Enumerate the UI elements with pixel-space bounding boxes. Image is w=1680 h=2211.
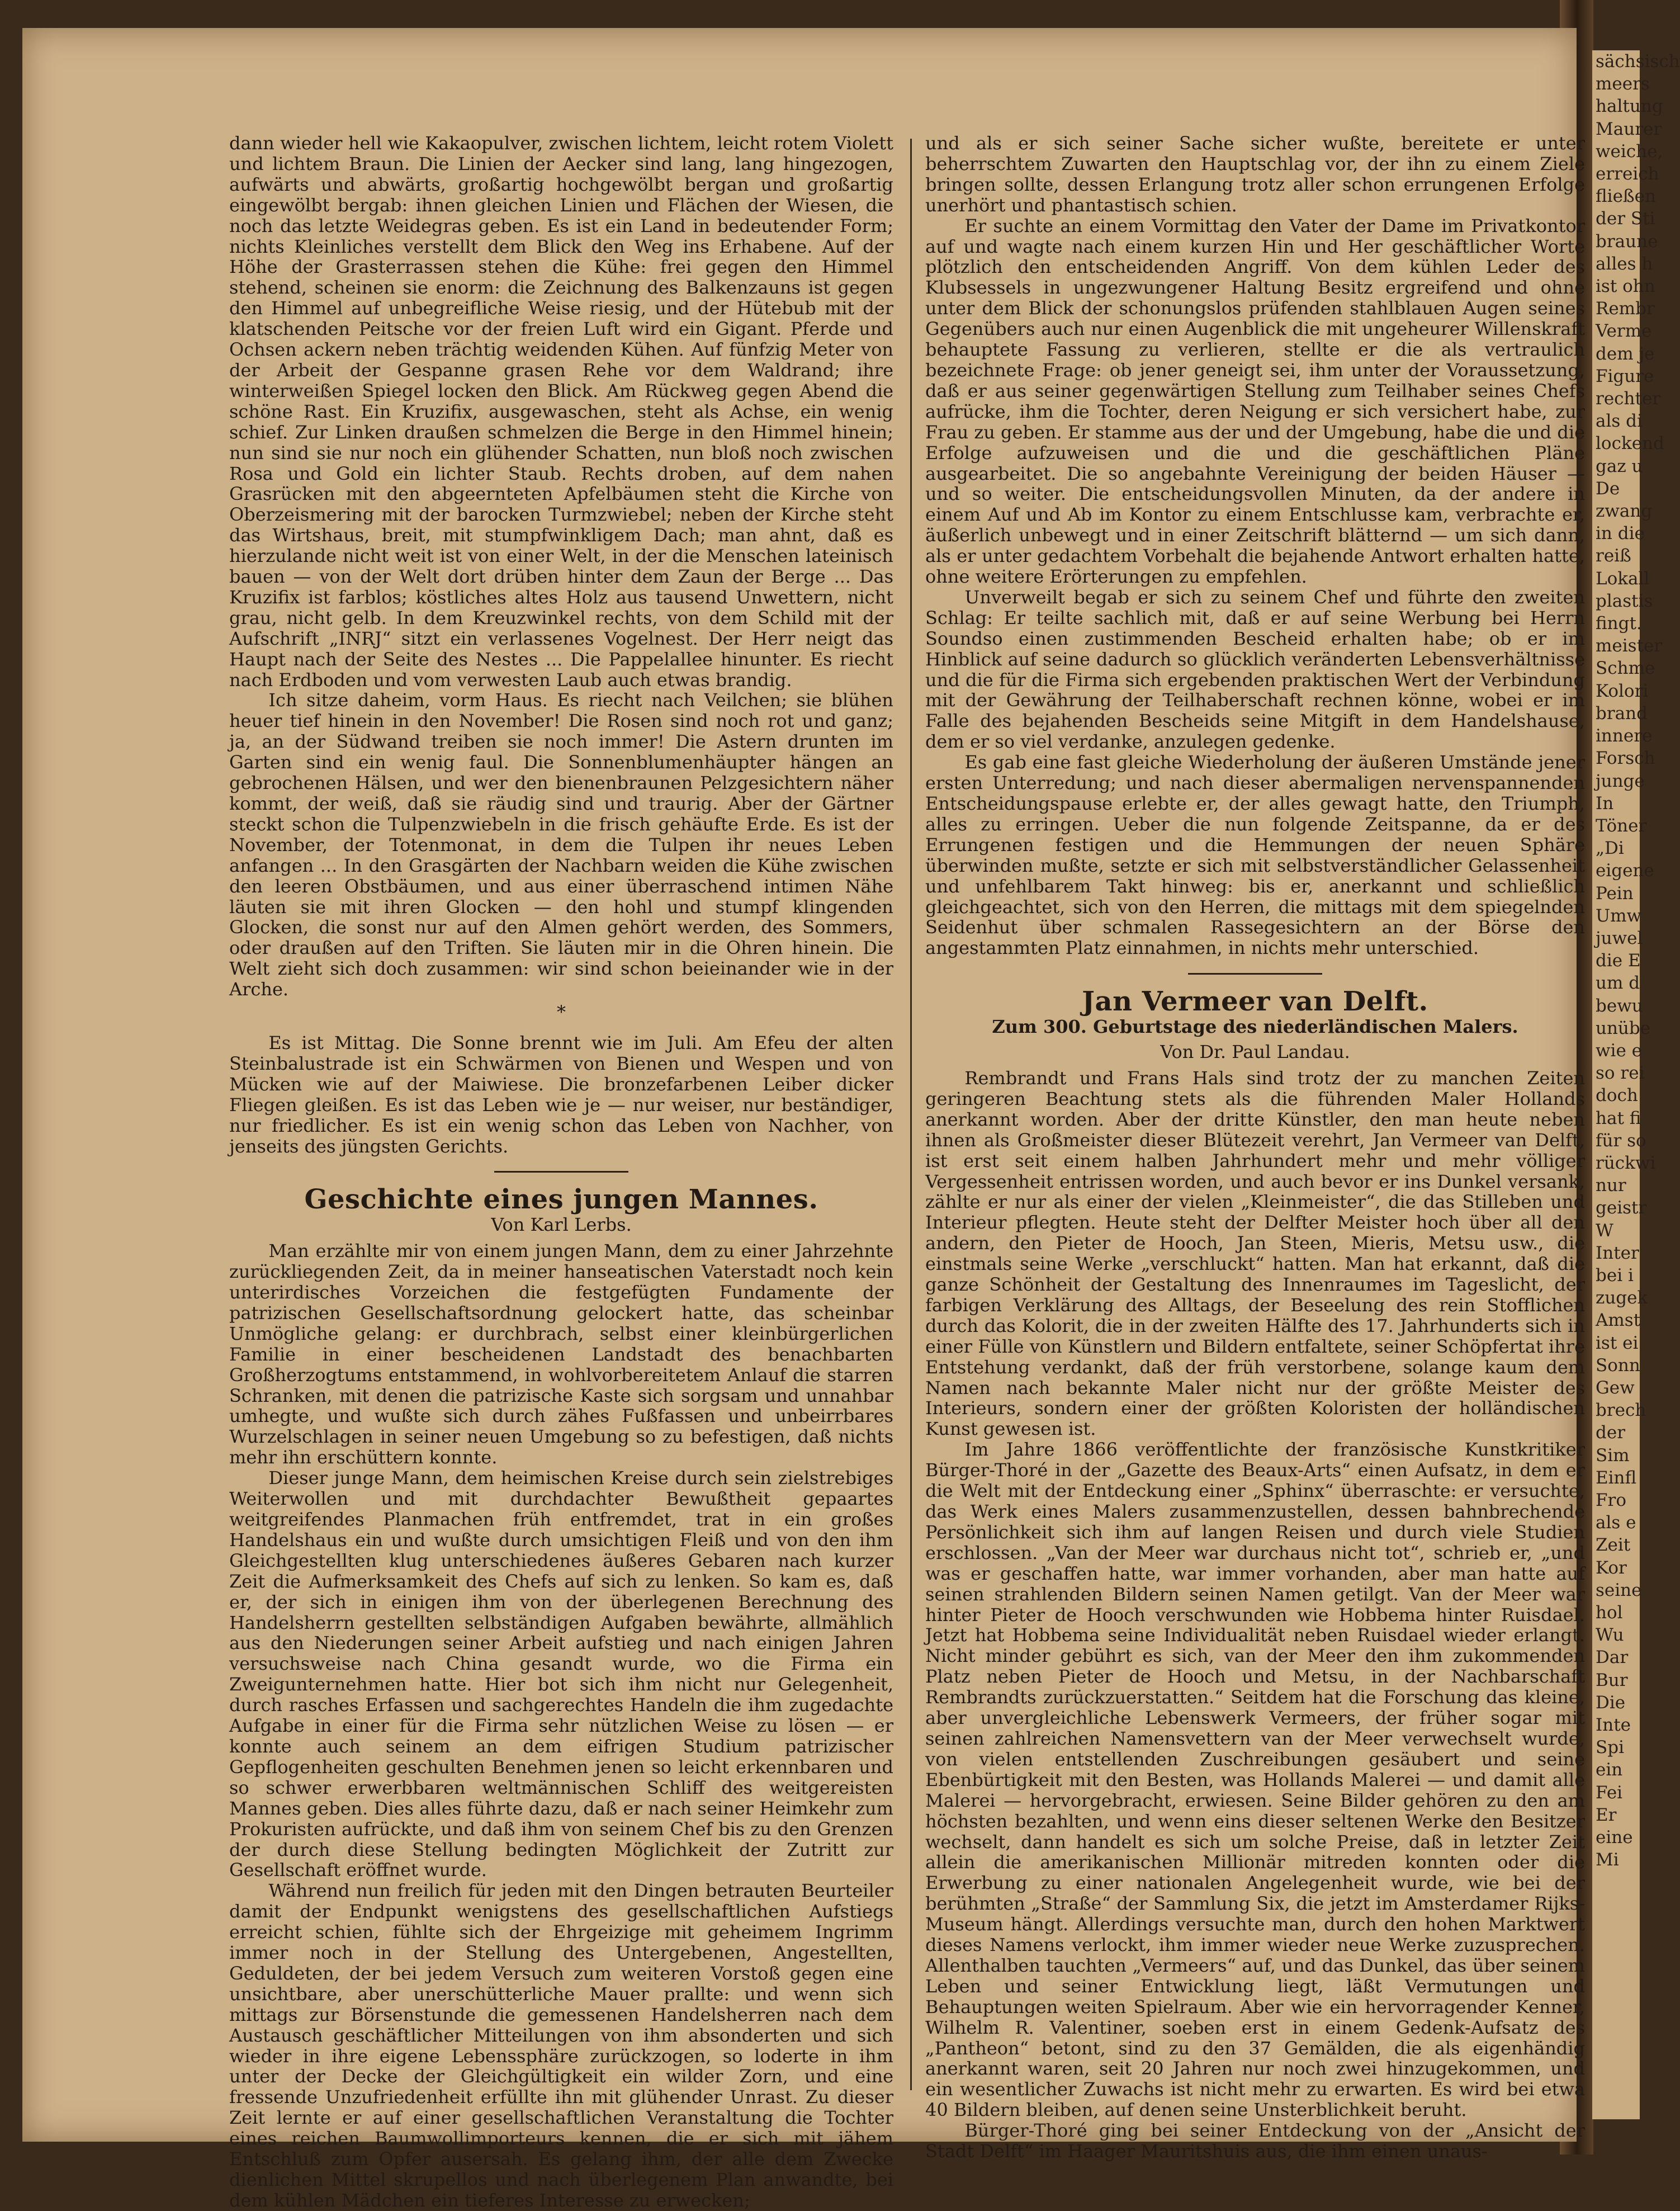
next-page-fragment: Fro xyxy=(1596,1490,1626,1510)
next-page-fragment: Spi xyxy=(1596,1737,1624,1758)
next-page-fragment: Töner xyxy=(1596,815,1647,836)
left-column xyxy=(229,133,893,2211)
next-page-fragment: erreich xyxy=(1596,164,1659,185)
next-page-fragment: Zeit xyxy=(1596,1535,1631,1556)
next-page-fragment: W xyxy=(1596,1220,1613,1241)
essay-paragraph: dann wieder hell wie Kakaopulver, zwischen lichtem, leicht rotem Violett und lichtem Braun. Die Linien der Aecker sind lang, lang hingezogen, aufwärts und abwärts, großartig hochgewölbt bergan und großartig eingewölbt bergab: ihnen gleichen Linien und Flächen der Wiesen, die noch das letzte Weidegras geben. Es ist ein Land in bedeutender Form; nichts Kleinliches verstellt dem Blick den Weg ins Erhabene. Auf der Höhe der Grasterrassen stehen die Kühe: frei gegen den Himmel stehend, scheinen sie enorm: die Zeichnung des Balkenzauns ist gegen den Himmel auf unbegreifliche Weise riesig, und der Hütebub mit der klatschenden Peitsche vor der freien Luft wird ein Gigant. Pferde und Ochsen ackern neben trächtig weidenden Kühen. Auf fünfzig Meter von der Arbeit der Gespanne grasen Rehe vor dem Waldrand; ihre winterweißen Spiegel locken den Blick. Am Rückweg gegen Abend die schöne Rast. Ein Kruzifix, ausgewaschen, steht als Achse, ein wenig schief. Zur Linken draußen schmelzen die Berge in den Himmel hinein; nun sind sie nur noch ein glühender Schatten, nun bloß noch zwischen Rosa und Gold ein lichter Staub. Rechts droben, auf dem nahen Grasrücken mit den abgeernteten Apfelbäumen steht die Kirche von Oberzeismering mit der barocken Turmzwiebel; neben der Kirche steht das Wirtshaus, breit, mit stumpfwinkligem Dach; man ahnt, daß es hierzulande nicht weit ist von einer Welt, in der die Menschen lateinisch bauen — von der Welt dort drüben hinter dem Zaun der Berge ... Das Kruzifix ist farblos; köstliches altes Holz aus tausend Unwettern, nicht grau, nicht gelb. In dem Kreuzwinkel rechts, von dem Schild mit der Aufschrift „INRJ“ sitzt ein verlassenes Vogelnest. Der Herr neigt das Haupt nach der Seite des Nestes ... Die Pappelallee hinunter. Es riecht nach Erdboden und vom verwesten Laub auch etwas brandig. xyxy=(229,133,893,691)
next-page-fragment: rechter xyxy=(1596,389,1661,409)
next-page-fragment: Forsch xyxy=(1596,748,1655,769)
section-rule xyxy=(494,1171,628,1173)
next-page-fragment: Fei xyxy=(1596,1782,1623,1803)
next-page-fragment: eine xyxy=(1596,1827,1633,1848)
next-page-fragment: In xyxy=(1596,793,1614,814)
story-continuation-paragraph: Es gab eine fast gleiche Wiederholung der äußeren Umstände jener ersten Unterredung; und nach dieser abermaligen nervenspannenden Entscheidungspause erlebte er, der alles gewagt hatte, den Triumph, alles zu erringen. Ueber die nun folgende Zeitspanne, da er des Errungenen festigen und die Hemmungen der neuen Sphäre überwinden mußte, setzte er sich mit selbstverständlicher Gelassenheit und unfehlbarem Takt hinweg: bis er, anerkannt und schließlich gleichgeachtet, sich von den Herren, die mittags mit dem spiegelnden Seidenhut über schmalen Rassegesichtern an der Börse den angestammten Platz einnahmen, in nichts mehr unterschied. xyxy=(925,752,1585,959)
article-byline: Von Dr. Paul Landau. xyxy=(1160,1041,1350,1063)
next-page-fragment: Dar xyxy=(1596,1647,1629,1668)
next-page-fragment: brand xyxy=(1596,703,1648,724)
article-paragraph: Rembrandt und Frans Hals sind trotz der zu manchen Zeiten geringeren Beachtung stets als die führenden Maler Hollands anerkannt worden. Aber der dritte Künstler, den man heute neben ihnen als Großmeister dieser Blütezeit verehrt, Jan Vermeer van Delft, ist erst seit einem halben Jahrhundert mehr und mehr völliger Vergessenheit entrissen worden, und auch bevor er ins Dunkel versank, zählte er nur als einer der vielen „Kleinmeister“, die das Stilleben und Interieur pflegten. Heute steht der Delfter Meister hoch über all den andern, den Pieter de Hooch, Jan Steen, Mieris, Metsu usw., die einstmals seine Werke „verschluckt“ hatten. Man hat erkannt, daß die ganze Schönheit der Gestaltung des Innenraumes im Tageslicht, der farbigen Verklärung des Alltags, der Beseelung des rein Stofflichen durch das Kolorit, die in der zweiten Hälfte des 17. Jahrhunderts sich in einer Fülle von Künstlern und Bildern entfaltete, seiner Schöpfertat ihre Entstehung verdankt, daß der früh verstorbene, solange kaum dem Namen nach bekannte Maler nicht nur der größte Meister des Interieurs, sondern einer der größten Koloristen der holländischen Kunst gewesen ist. xyxy=(925,1067,1585,1440)
next-page-fragment: Lokall xyxy=(1596,568,1650,589)
next-page-fragment: zugek xyxy=(1596,1288,1648,1308)
story-byline: Von Karl Lerbs. xyxy=(491,1214,632,1236)
next-page-fragment: innere xyxy=(1596,726,1653,747)
right-column xyxy=(925,133,1585,2162)
next-page-fragment: Die xyxy=(1596,1692,1626,1713)
next-page-fragment: zwang xyxy=(1596,501,1653,522)
next-page-fragment: Einfl xyxy=(1596,1467,1637,1488)
story-continuation-paragraph: Unverweilt begab er sich zu seinem Chef und führte den zweiten Schlag: Er teilte sachlich mit, daß er auf seine Werbung bei Herrn Soundso einen zustimmenden Bescheid erhalten habe; ob er im Hinblick auf seine dadurch so glücklich veränderten Lebensverhältnisse und die für die Firma sich ergebenden praktischen Wert der Verbindung mit der Gewährung der Teilhaberschaft rechnen könne, wobei er im Falle des bejahenden Bescheids seine Mitgift in dem Handelshause, dem er so viel verdanke, anzulegen gedenke. xyxy=(925,586,1585,753)
next-page-fragment: Umw xyxy=(1596,905,1642,926)
next-page-fragment: bewu xyxy=(1596,995,1643,1016)
next-page-fragment: bei i xyxy=(1596,1265,1634,1286)
story-continuation-paragraph: und als er sich seiner Sache sicher wußte, bereitete er unter beherrschtem Zuwarten den Hauptschlag vor, der ihn zu einem Ziele bringen sollte, dessen Erlangung trotz aller schon errungenen Erfolge unerhört und phantastisch schien. xyxy=(925,133,1585,216)
next-page-fragment: geistr xyxy=(1596,1198,1647,1218)
next-page-fragment: Figure xyxy=(1596,366,1654,386)
next-page-fragment: fließen xyxy=(1596,186,1656,207)
next-page-fragment: als e xyxy=(1596,1513,1636,1533)
next-page-fragment: dem je xyxy=(1596,343,1655,364)
next-page-fragment: lockend xyxy=(1596,433,1664,454)
next-page-fragment: als di xyxy=(1596,411,1643,432)
next-page-fragment: weiche, xyxy=(1596,141,1663,162)
next-page-fragment: in die xyxy=(1596,523,1645,544)
next-page-edge xyxy=(1592,50,1680,2119)
next-page-fragment: so rei xyxy=(1596,1063,1645,1084)
section-rule xyxy=(1188,973,1322,975)
column-divider xyxy=(910,139,912,2090)
next-page-fragment: Wu xyxy=(1596,1625,1624,1646)
next-page-fragment: alles h xyxy=(1596,253,1653,274)
next-page-fragment: eigene xyxy=(1596,861,1654,881)
story-paragraph: Man erzählte mir von einem jungen Mann, dem zu einer Jahrzehnte zurückliegenden Zeit, da in meiner hanseatischen Vaterstadt noch kein unterirdisches Vorzeichen die festgefügten Fundamente der patrizischen Gesellschaftsordnung gelockert hatte, das scheinbar Unmögliche gelang: er durchbrach, selbst einer kleinbürgerlichen Familie in einer bescheidenen Landstadt des benachbarten Großherzogtums entstammend, in wohlvorbereitetem Anlauf die starren Schranken, mit denen die patrizische Kaste sich sorgsam und unnahbar umhegte, und wußte sich durch zähes Fußfassen und unbeirrbares Wurzelschlagen in seiner neuen Umgebung so zu befestigen, daß nichts mehr ihn erschüttern konnte. xyxy=(229,1240,893,1468)
next-page-fragment: gaz u xyxy=(1596,456,1643,476)
next-page-fragment: „Di xyxy=(1596,838,1624,859)
article-subtitle: Zum 300. Geburtstage des niederländischen Malers. xyxy=(992,1016,1518,1038)
next-page-fragment: für so xyxy=(1596,1130,1646,1151)
next-page-fragment: der xyxy=(1596,1423,1626,1443)
next-page-fragment: seine xyxy=(1596,1580,1642,1600)
next-page-fragment: unübe xyxy=(1596,1018,1651,1038)
next-page-fragment: Inte xyxy=(1596,1715,1631,1736)
story-headline: Geschichte eines jungen Mannes. xyxy=(304,1184,818,1216)
next-page-fragment: hat fi xyxy=(1596,1108,1641,1128)
next-page-fragment: Kolori xyxy=(1596,681,1649,701)
next-page-fragment: Sim xyxy=(1596,1445,1630,1466)
next-page-fragment: brech xyxy=(1596,1400,1646,1421)
article-paragraph: Im Jahre 1866 veröffentlichte der französische Kunstkritiker Bürger-Thoré in der „Gazette des Beaux-Arts“ einen Aufsatz, in dem er die Welt mit der Entdeckung einer „Sphinx“ überraschte: er versuchte, das Werk eines Malers zusammenzustellen, dessen bahnbrechende Persönlichkeit sich ihm auf langen Reisen und durch viele Studien erschlossen. „Van der Meer war durchaus nicht tot“, schrieb er, „und was er geschaffen hatte, war immer vorhanden, aber man hatte auf seinen strahlenden Bildern seinen Namen getilgt. Van der Meer war hinter Pieter de Hooch verschwunden wie Hobbema hinter Ruisdael. Jetzt hat Hobbema seine Individualität neben Ruisdael wieder erlangt. Nicht minder gebührt es sich, van der Meer den ihm zukommenden Platz neben Pieter de Hooch und Metsu, in der Nachbarschaft Rembrandts zurückzuerstatten.“ Seitdem hat die Forschung das kleine, aber unvergleichliche Lebenswerk Vermeers, der früher sogar mit seinen zahlreichen Namensvettern van der Meer verwechselt wurde, von vielen entstellenden Zuschreibungen gesäubert und seine Ebenbürtigkeit mit den Besten, was Hollands Malerei — und damit alle Malerei — hervorgebracht, erwiesen. Seine Bilder gehören zu den am höchsten bezahlten, und wenn eins dieser seltenen Werke den Besitzer wechselt, dann handelt es sich um solche Preise, daß in letzter Zeit allein die amerikanischen Millionär mitreden konnten oder die Erwerbung zu einer nationalen Angelegenheit wurde, wie bei der berühmten „Straße“ der Sammlung Six, die jetzt im Amsterdamer Rijks-Museum hängt. Allerdings versuchte man, durch den hohen Marktwert dieses Namens verlockt, ihm immer wieder neue Werke zuzusprechen. Allenthalben tauchten „Vermeers“ auf, und das Dunkel, das über seinem Leben und seiner Entwicklung liegt, läßt Vermutungen und Behauptungen weiten Spielraum. Aber wie ein hervorragender Kenner, Wilhelm R. Valentiner, soeben erst in einem Gedenk-Aufsatz des „Pantheon“ betont, sind zu den 37 Gemälden, die als eigenhändig anerkannt waren, seit 20 Jahren nur noch zwei hinzugekommen, und ein wesentlicher Zuwachs ist nicht mehr zu erwarten. Es wird bei etwa 40 Bildern bleiben, auf denen seine Unsterblichkeit beruht. xyxy=(925,1439,1585,2121)
next-page-fragment: ist ei xyxy=(1596,1333,1639,1353)
article-headline: Jan Vermeer van Delft. xyxy=(1082,986,1428,1018)
next-page-fragment: Sonn xyxy=(1596,1355,1640,1376)
next-page-fragment: nur xyxy=(1596,1175,1626,1196)
next-page-fragment: rückwi xyxy=(1596,1152,1656,1173)
next-page-fragment: plastis xyxy=(1596,590,1653,611)
next-page-fragment: Mi xyxy=(1596,1850,1619,1870)
next-page-fragment: wie e xyxy=(1596,1040,1642,1061)
story-paragraph: Während nun freilich für jeden mit den Dingen betrauten Beurteiler damit der Endpunkt wenigstens des gesellschaftlichen Aufstiegs erreicht schien, fühlte sich der Ehrgeizige mit geheimem Ingrimm immer noch in der Stellung des Untergebenen, Angestellten, Geduldeten, der bei jedem Versuch zum weiteren Vorstoß gegen eine unsichtbare, aber unerschütterliche Mauer prallte: und wenn sich mittags zur Börsenstunde die gemessenen Handelsherren nach dem Austausch geschäftlicher Mitteilungen von ihm absonderten und sich wieder in ihre eigene Lebenssphäre zurückzogen, so loderte in ihm unter der Decke der Gleichgültigkeit ein wilder Zorn, und eine fressende Unzufriedenheit erfüllte ihn mit glühender Unrast. Zu dieser Zeit lernte er auf einer gesellschaftlichen Veranstaltung die Tochter eines reichen Baumwollimporteurs kennen, die er sich mit jähem Entschluß zum Opfer ausersah. Es gelang ihm, der alle dem Zwecke dienlichen Mittel skrupellos und nach überlegenem Plan anwandte, bei dem kühlen Mädchen ein tieferes Interesse zu erwecken; xyxy=(229,1880,893,2211)
next-page-fragment: Gew xyxy=(1596,1377,1635,1398)
next-page-fragment: braune xyxy=(1596,231,1658,252)
section-star: * xyxy=(557,1001,566,1023)
next-page-fragment: juwel xyxy=(1596,928,1643,948)
next-page-fragment: doch xyxy=(1596,1085,1638,1106)
next-page-fragment: junge xyxy=(1596,771,1645,791)
next-page-fragment: hol xyxy=(1596,1603,1623,1623)
next-page-fragment: Bur xyxy=(1596,1670,1628,1690)
next-page-fragment: der Sti xyxy=(1596,209,1655,229)
next-page-fragment: Rembr xyxy=(1596,299,1655,319)
next-page-fragment: Kor xyxy=(1596,1557,1627,1578)
next-page-fragment: um d xyxy=(1596,973,1640,994)
next-page-fragment: meister xyxy=(1596,636,1663,656)
next-page-fragment: meers xyxy=(1596,74,1650,95)
next-page-fragment: fingt. xyxy=(1596,613,1642,634)
next-page-fragment: De xyxy=(1596,478,1620,499)
next-page-fragment: Schme xyxy=(1596,658,1655,679)
next-page-fragment: sächsisch xyxy=(1596,51,1680,72)
next-page-fragment: Maurer xyxy=(1596,119,1662,139)
next-page-fragment: Verme xyxy=(1596,321,1652,342)
next-page-fragment: die E xyxy=(1596,951,1641,971)
next-page-fragment: Inter xyxy=(1596,1242,1639,1263)
midday-paragraph: Es ist Mittag. Die Sonne brennt wie im Juli. Am Efeu der alten Steinbalustrade ist ein Schwärmen von Bienen und Wespen und von Mücken wie auf der Maiwiese. Die bronzefarbenen Leiber dicker Fliegen gleißen. Es ist das Leben wie je — nur weiser, nur beständiger, nur friedlicher. Es ist ein wenig schon das Leben von Nachher, von jenseits des jüngsten Gerichts. xyxy=(229,1032,893,1157)
story-continuation-paragraph: Er suchte an einem Vormittag den Vater der Dame im Privatkontor auf und wagte nach einem kurzen Hin und Her geschäftlicher Worte plötzlich den entscheidenden Angriff. Von dem kühlen Leder des Klubsessels in ungezwungener Haltung Besitz ergreifend und ohne unter dem Blick der schonungslos prüfenden stahlblauen Augen seines Gegenübers auch nur einen Augenblick die mit ungeheurer Willenskraft behauptete Fassung zu verlieren, stellte er die als vertraulich bezeichnete Frage: ob jener geneigt sei, ihm unter der Voraussetzung, daß er aus seiner gegenwärtigen Stellung zum Teilhaber seines Chefs aufrücke, ihm die Tochter, deren Neigung er sich versichert habe, zur Frau zu geben. Er stamme aus der und der Umgebung, habe die und die Erfolge aufzuweisen und die und die geschäftlichen Pläne ausgearbeitet. Die so angebahnte Vereinigung der beiden Häuser — und so weiter. Die entscheidungsvollen Minuten, da der andere in einem Auf und Ab im Kontor zu einem Entschlusse kam, verbrachte er, äußerlich unbewegt und in einer Zeitschrift blätternd — um sich dann, als er unter gedachtem Vorbehalt die bejahende Antwort erhalten hatte, ohne weitere Erörterungen zu empfehlen. xyxy=(925,215,1585,588)
article-paragraph: Bürger-Thoré ging bei seiner Entdeckung von der „Ansicht der Stadt Delft“ im Haager Mauritshuis aus, die ihm einen unaus- xyxy=(925,2120,1585,2162)
next-page-fragment: Pein xyxy=(1596,883,1634,904)
essay-paragraph: Ich sitze daheim, vorm Haus. Es riecht nach Veilchen; sie blühen heuer tief hinein in den November! Die Rosen sind noch rot und ganz; ja, an der Südwand treiben sie noch immer! Die Astern drunten im Garten sind ein wenig faul. Die Sonnenblumenhäupter hängen an gebrochenen Hälsen, und wer den bienenbraunen Pelzgesichtern näher kommt, der weiß, daß sie räudig sind und traurig. Aber der Gärtner steckt schon die Tulpenzwiebeln in die frisch gehäufte Erde. Es ist der November, der Totenmonat, in dem die Tulpen ihr neues Leben anfangen ... In den Grasgärten der Nachbarn weiden die Kühe zwischen den leeren Obstbäumen, und aus einer überraschend intimen Nähe läuten sie mit ihren Glocken — den hohl und stumpf klingenden Glocken, die sonst nur auf den Almen gehört werden, des Sommers, oder draußen auf den Triften. Sie läuten mir in die Ohren hinein. Die Welt zieht sich doch zusammen: wir sind schon beieinander wie in der Arche. xyxy=(229,689,893,1000)
next-page-fragment: ein xyxy=(1596,1760,1623,1780)
next-page-fragment: Er xyxy=(1596,1804,1617,1825)
next-page-fragment: haltung xyxy=(1596,96,1663,117)
story-paragraph: Dieser junge Mann, dem heimischen Kreise durch sein zielstrebiges Weiterwollen und mit durchdachter Bewußtheit gepaartes weitgreifendes Planmachen früh entfremdet, trat in ein großes Handelshaus ein und wußte durch umsichtigen Fleiß und von den ihm Gleichgestellten klug unterschiedenes äußeres Gebaren nach kurzer Zeit die Aufmerksamkeit des Chefs auf sich zu lenken. So kam es, daß er, der sich in einigen ihm von der überlegenen Berechnung des Handelsherrn gestellten selbständigen Aufgaben bewährte, allmählich aus den Niederungen seiner Arbeit aufstieg und nach einigen Jahren versuchsweise nach China gesandt wurde, wo die Firma ein Zweigunternehmen hatte. Hier bot sich ihm nicht nur Gelegenheit, durch rasches Erfassen und sachgerechtes Handeln die ihm zugedachte Aufgabe in einer für die Firma sehr nützlichen Weise zu lösen — er konnte auch seinem an dem eifrigen Studium patrizischer Gepflogenheiten geschulten Benehmen jenen so leicht erkennbaren und so schwer erwerbbaren weltmännischen Schliff des weitgereisten Mannes geben. Dies alles führte dazu, daß er nach seiner Heimkehr zum Prokuristen aufrückte, und daß ihm von seinem Chef bis zu den Grenzen der durch diese Stellung bedingten Möglichkeit der Zutritt zur Gesellschaft eröffnet wurde. xyxy=(229,1467,893,1881)
next-page-fragment: Amst xyxy=(1596,1310,1641,1331)
next-page-fragment: reiß xyxy=(1596,546,1631,566)
next-page-fragment: ist ohn xyxy=(1596,276,1655,297)
